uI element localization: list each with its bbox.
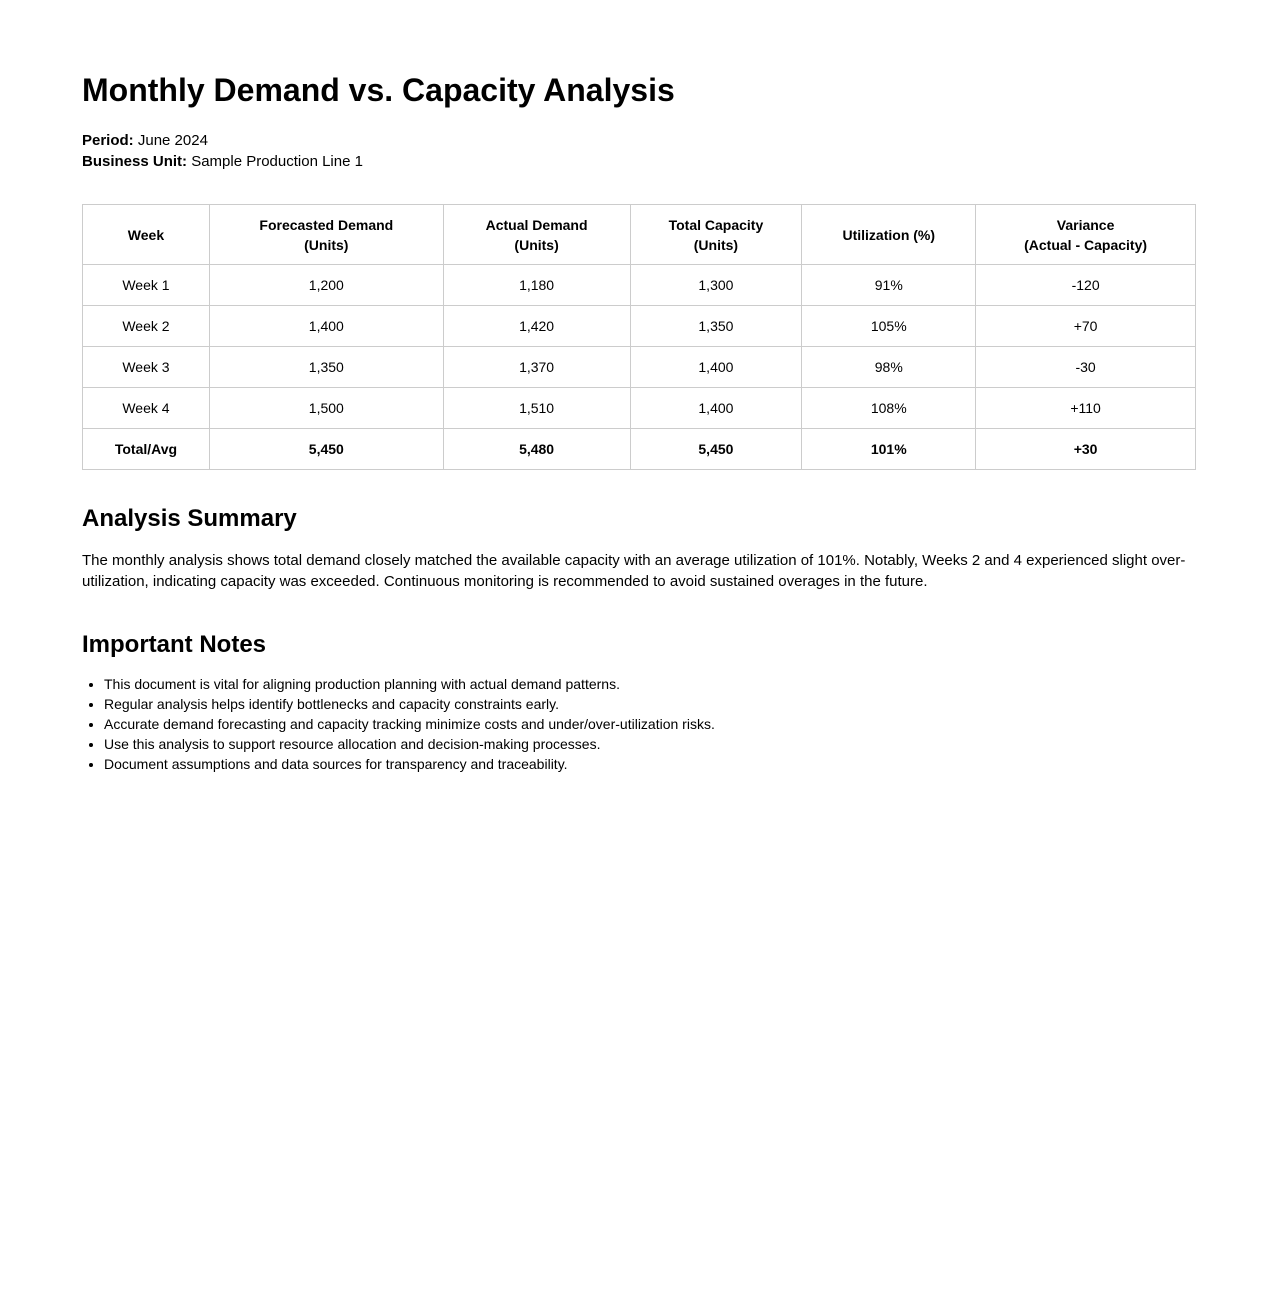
notes-list [82,674,1196,774]
page-title: Monthly Demand vs. Capacity Analysis [82,72,675,108]
total-label: Total/Avg [83,429,210,470]
header-utilization: Utilization (%) [802,205,976,265]
cell-total-capacity: 1,400 [630,347,802,388]
table-row [83,265,1196,306]
header-week: Week [83,205,210,265]
demand-capacity-table [82,204,1196,470]
cell-actual-demand: 1,180 [443,265,630,306]
cell-actual-demand: 1,370 [443,347,630,388]
cell-week: Week 1 [83,265,210,306]
header-variance: Variance (Actual - Capacity) [976,205,1196,265]
cell-variance: +70 [976,306,1196,347]
total-actual-demand: 5,480 [443,429,630,470]
cell-utilization: 98% [802,347,976,388]
cell-week: Week 2 [83,306,210,347]
document-meta [82,130,1196,172]
cell-total-capacity: 1,350 [630,306,802,347]
list-item: • Document assumptions and data sources for transparency and traceability. [104,754,1196,774]
period-value: June 2024 [137,132,208,149]
header-actual-demand: Actual Demand (Units) [443,205,630,265]
header-forecasted-demand: Forecasted Demand (Units) [209,205,443,265]
business-unit-label: Business Unit: [82,153,188,170]
cell-variance: -30 [976,347,1196,388]
list-item: • Accurate demand forecasting and capacity tracking minimize costs and under/over-utilization risks. [104,714,1196,734]
cell-utilization: 105% [802,306,976,347]
summary-heading: Analysis Summary [82,505,297,532]
cell-utilization: 108% [802,388,976,429]
period-line [82,130,1196,151]
cell-total-capacity: 1,300 [630,265,802,306]
cell-week: Week 3 [83,347,210,388]
cell-forecasted-demand: 1,500 [209,388,443,429]
total-variance: +30 [976,429,1196,470]
cell-forecasted-demand: 1,200 [209,265,443,306]
summary-paragraph: The monthly analysis shows total demand closely matched the available capacity with an average utilization of 101%. Notably, Weeks 2 and 4 experienced slight over-utilization, indicating capacity was exceeded. Continuous monitoring is recommended to avoid sustained overages in the future. [82,552,1186,590]
total-forecasted-demand: 5,450 [209,429,443,470]
cell-variance: +110 [976,388,1196,429]
list-item: • This document is vital for aligning production planning with actual demand patterns. [104,674,1196,694]
total-capacity: 5,450 [630,429,802,470]
business-unit-line [82,151,1196,172]
table-row [83,306,1196,347]
cell-total-capacity: 1,400 [630,388,802,429]
header-total-capacity: Total Capacity (Units) [630,205,802,265]
period-label: Period: [82,132,134,149]
cell-actual-demand: 1,420 [443,306,630,347]
table-row [83,388,1196,429]
list-item: • Regular analysis helps identify bottlenecks and capacity constraints early. [104,694,1196,714]
table-header-row [83,205,1196,265]
table-total-row [83,429,1196,470]
total-utilization: 101% [802,429,976,470]
business-unit-value: Sample Production Line 1 [191,153,363,170]
cell-actual-demand: 1,510 [443,388,630,429]
cell-week: Week 4 [83,388,210,429]
cell-variance: -120 [976,265,1196,306]
cell-utilization: 91% [802,265,976,306]
table-row [83,347,1196,388]
cell-forecasted-demand: 1,400 [209,306,443,347]
notes-heading: Important Notes [82,631,267,658]
cell-forecasted-demand: 1,350 [209,347,443,388]
list-item: • Use this analysis to support resource allocation and decision-making processes. [104,734,1196,754]
